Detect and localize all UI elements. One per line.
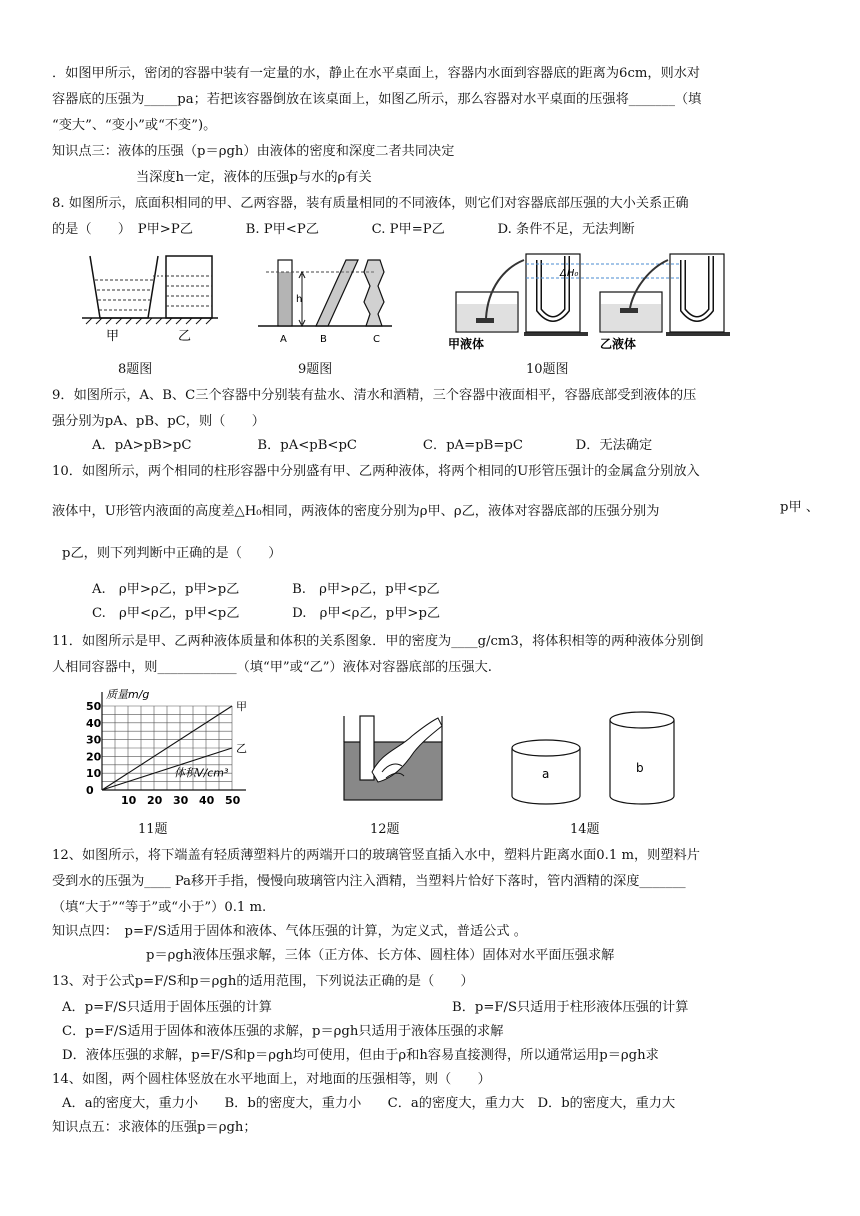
y-tick-label: 20 <box>86 750 102 764</box>
fig9-label-a: A <box>280 334 287 344</box>
y-tick-label: 50 <box>86 700 102 713</box>
q11-line2: 人相同容器中，则____________（填“甲”或“乙”）液体对容器底部的压强大. <box>52 660 492 675</box>
q10-options-cd: C. ρ甲<ρ乙，p甲<p乙 D. ρ甲<ρ乙，p甲>p乙 <box>92 606 441 621</box>
knowledge-point-4-sub: p＝ρgh液体压强求解，三体（正方体、长方体、圆柱体）固体对水平面压强求解 <box>146 948 615 963</box>
x-tick-label: 50 <box>225 794 241 807</box>
q13-option-b: B．p=F/S只适用于柱形液体压强的计算 <box>452 1000 689 1015</box>
q14-options: A．a的密度大，重力小 B．b的密度大，重力小 C．a的密度大，重力大 D．b的密度大，重力大 <box>62 1096 676 1111</box>
q8-options: 的是（ ） P甲>P乙 B. P甲<P乙 C. P甲=P乙 D. 条件不足，无法判断 <box>52 222 635 237</box>
q13-line1: 13、对于公式p=F/S和p＝ρgh的适用范围，下列说法正确的是（ ） <box>52 974 474 989</box>
x-tick-label: 40 <box>199 794 215 807</box>
fig9-label-c: C <box>373 334 380 344</box>
figure-12 <box>342 712 446 802</box>
q12-line3: （填“大于”“等于”或“小于”）0.1 m. <box>52 900 267 915</box>
fig12-caption: 12题 <box>370 822 400 837</box>
q10-line3: p乙，则下列判断中正确的是（ ） <box>62 546 282 561</box>
q7-line1: ．如图甲所示，密闭的容器中装有一定量的水，静止在水平桌面上，容器内水面到容器底的距离为6cm，则水对 <box>52 66 701 81</box>
figure-10 <box>444 248 734 352</box>
series-label-1: 甲 <box>236 700 247 713</box>
x-tick-label: 30 <box>173 794 189 807</box>
fig10-label-left: 甲液体 <box>448 337 485 351</box>
fig10-dh: ΔH₀ <box>560 268 579 279</box>
q13-option-d: D．液体压强的求解，p=F/S和p＝ρgh均可使用，但由于ρ和h容易直接测得，所以通常运用p＝ρgh求 <box>62 1048 659 1063</box>
q14-line1: 14、如图，两个圆柱体竖放在水平地面上，对地面的压强相等，则（ ） <box>52 1072 491 1087</box>
figure-14 <box>504 706 690 810</box>
series-label-2: 乙 <box>236 742 247 755</box>
x-tick-label: 20 <box>147 794 163 807</box>
fig8-caption: 8题图 <box>118 362 153 377</box>
knowledge-point-5: 知识点五：求液体的压强p＝ρgh； <box>52 1120 257 1135</box>
q13-option-a: A．p=F/S只适用于固体压强的计算 <box>62 1000 272 1015</box>
fig9-h: h <box>296 294 303 305</box>
q12-line2: 受到水的压强为____ Pa移开手指，慢慢向玻璃管内注入酒精，当塑料片恰好下落时，管内酒精的深度_______ <box>52 874 686 889</box>
q8-line1: 8. 如图所示，底面积相同的甲、乙两容器，装有质量相同的不同液体，则它们对容器底部压强的大小关系正确 <box>52 196 689 211</box>
figure-9 <box>256 252 396 344</box>
chart-ylabel: 质量m/g <box>106 688 150 701</box>
q9-line2: 强分别为pA、pB、pC，则（ ） <box>52 414 265 429</box>
q9-line1: 9．如图所示，A、B、C三个容器中分别装有盐水、清水和酒精，三个容器中液面相平，容器底部受到液体的压 <box>52 388 697 403</box>
fig8-label-jia: 甲 <box>106 329 120 344</box>
q11-line1: 11．如图所示是甲、乙两种液体质量和体积的关系图象．甲的密度为____g/cm3，将体积相等的两种液体分别倒 <box>52 634 704 649</box>
fig9-label-b: B <box>320 334 327 344</box>
fig14-label-b: b <box>636 761 644 775</box>
figure-8 <box>78 252 228 344</box>
y-tick-label: 30 <box>86 733 102 747</box>
fig8-label-yi: 乙 <box>178 329 192 344</box>
knowledge-point-3: 知识点三：液体的压强（p＝ρgh）由液体的密度和深度二者共同决定 <box>52 144 455 159</box>
knowledge-point-4: 知识点四： p=F/S适用于固体和液体、气体压强的计算，为定义式，普适公式 。 <box>52 924 527 939</box>
q7-line3: “变大”、“变小”或“不变”)。 <box>52 118 217 133</box>
fig11-caption: 11题 <box>138 822 168 837</box>
q7-line2: 容器底的压强为_____pa；若把该容器倒放在该桌面上，如图乙所示，那么容器对水平桌面的压强将_______（填 <box>52 92 702 107</box>
fig14-caption: 14题 <box>570 822 600 837</box>
y-tick-label: 10 <box>86 767 102 781</box>
q9-options: A．pA>pB>pC B．pA<pB<pC C．pA=pB=pC D．无法确定 <box>92 438 653 453</box>
y-tick-label: 0 <box>86 784 94 797</box>
figure-11-chart <box>76 686 326 808</box>
x-tick-label: 10 <box>121 794 137 807</box>
fig10-caption: 10题图 <box>526 362 569 377</box>
q10-line2: 液体中，U形管内液面的高度差△H₀相同，两液体的密度分别为ρ甲、ρ乙，液体对容器底部的压强分别为 <box>52 504 660 519</box>
q12-line1: 12、如图所示，将下端盖有轻质薄塑料片的两端开口的玻璃管竖直插入水中，塑料片距离水面0.1 m，则塑料片 <box>52 848 700 863</box>
q10-line2-end: p甲 、 <box>780 500 820 515</box>
q13-option-c: C．p=F/S适用于固体和液体压强的求解，p＝ρgh只适用于液体压强的求解 <box>62 1024 504 1039</box>
fig9-caption: 9题图 <box>298 362 333 377</box>
fig14-label-a: a <box>542 767 550 781</box>
y-tick-label: 40 <box>86 716 102 730</box>
fig10-label-right: 乙液体 <box>600 337 637 351</box>
knowledge-point-3-sub: 当深度h一定，液体的压强p与水的ρ有关 <box>136 170 372 185</box>
chart-xlabel: 体积V/cm³ <box>174 766 229 780</box>
q10-line1: 10．如图所示，两个相同的柱形容器中分别盛有甲、乙两种液体，将两个相同的U形管压强计的金属盒分别放入 <box>52 464 700 479</box>
q10-options-ab: A. ρ甲>ρ乙，p甲>p乙 B. ρ甲>ρ乙，p甲<p乙 <box>92 582 440 597</box>
